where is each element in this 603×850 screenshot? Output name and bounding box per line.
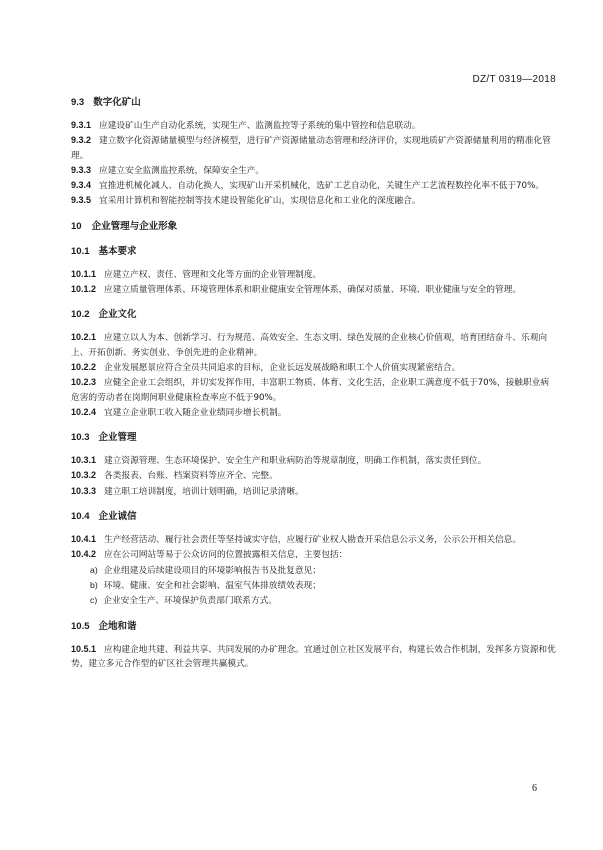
section-heading-10-2: 10.2 企业文化 (71, 309, 137, 321)
section-heading-10-3: 10.3 企业管理 (71, 432, 137, 444)
clause-10-2-2: 10.2.2 企业发展愿景应符合全员共同追求的目标，企业长远发展战略和职工个人价值实现紧密结合。 (71, 361, 461, 373)
chapter-heading-10: 10 企业管理与企业形象 (71, 220, 178, 232)
section-heading-10-4: 10.4 企业诚信 (71, 511, 137, 523)
list-item-b: b) 环境、健康、安全和社会影响、温室气体排放绩效表现； (90, 579, 321, 591)
clause-9-3-5: 9.3.5 宜采用计算机和智能控制等技术建设智能化矿山，实现信息化和工业化的深度融合。 (71, 195, 421, 207)
section-heading-10-1: 10.1 基本要求 (71, 245, 137, 257)
list-item-a: a) 企业组建及后续建设项目的环境影响报告书及批复意见； (90, 564, 321, 576)
clause-9-3-1: 9.3.1 应建设矿山生产自动化系统，实现生产、监测监控等子系统的集中管控和信息联动。 (71, 120, 421, 131)
clause-10-3-2: 10.3.2 各类报表、台账、档案资料等应齐全、完整。 (71, 470, 278, 482)
document-body (71, 95, 556, 671)
clause-10-5-1: 10.5.1 应构建企地共建、利益共享、共同发展的办矿理念。宜通过创立社区发展平台，构建长效合作机制，发挥多方资源和优势，建立多元合作型的矿区社会管理共赢模式。 (71, 643, 556, 669)
clause-10-4-1: 10.4.1 生产经营活动、履行社会责任等坚持诚实守信，应履行矿业权人勘查开采信息公示义务，公示公开相关信息。 (71, 534, 522, 546)
clause-10-2-4: 10.2.4 宜建立企业职工收入随企业业绩同步增长机制。 (71, 406, 287, 418)
section-heading-10-5: 10.5 企地和谐 (71, 620, 137, 632)
clause-9-3-2: 9.3.2 建立数字化资源储量模型与经济模型，进行矿产资源储量动态管理和经济评价，实现地质矿产资源储量利用的精准化管理。 (71, 135, 551, 161)
clause-10-1-2: 10.1.2 应建立质量管理体系、环境管理体系和职业健康安全管理体系，确保对质量、环境、职业健康与安全的管理。 (71, 284, 522, 296)
clause-9-3-4: 9.3.4 宜推进机械化减人、自动化换人，实现矿山开采机械化，选矿工艺自动化，关键生产工艺流程数控化率不低于70%。 (71, 180, 545, 192)
clause-10-2-1: 10.2.1 应建立以人为本、创新学习、行为规范、高效安全、生态文明、绿色发展的企业核心价值观，培育团结奋斗、乐观向上、开拓创新、务实创业、争创先进的企业精神。 (71, 332, 548, 358)
clause-10-3-1: 10.3.1 建立资源管理、生态环境保护、安全生产和职业病防治等规章制度，明确工作机制，落实责任到位。 (71, 455, 487, 467)
page-number: 6 (532, 783, 537, 794)
clause-9-3-3: 9.3.3 应建立安全监测监控系统，保障安全生产。 (71, 164, 265, 176)
standard-code: DZ/T 0319—2018 (472, 74, 556, 85)
clause-10-2-3: 10.2.3 应健全企业工会组织，并切实发挥作用，丰富职工物质、体育、文化生活，企业职工满意度不低于70%，接触职业病危害的劳动者在岗期间职业健康检查率应不低于90%。 (71, 377, 550, 403)
clause-10-1-1: 10.1.1 应建立产权、责任、管理和文化等方面的企业管理制度。 (71, 268, 322, 280)
section-heading-9-3: 9.3 数字化矿山 (71, 97, 141, 108)
clause-10-4-2: 10.4.2 应在公司网站等易于公众访问的位置披露相关信息，主要包括： (71, 549, 348, 561)
clause-10-3-3: 10.3.3 建立职工培训制度，培训计划明确，培训记录清晰。 (71, 485, 304, 497)
list-item-c: c) 企业安全生产、环境保护负责部门联系方式。 (90, 595, 277, 607)
